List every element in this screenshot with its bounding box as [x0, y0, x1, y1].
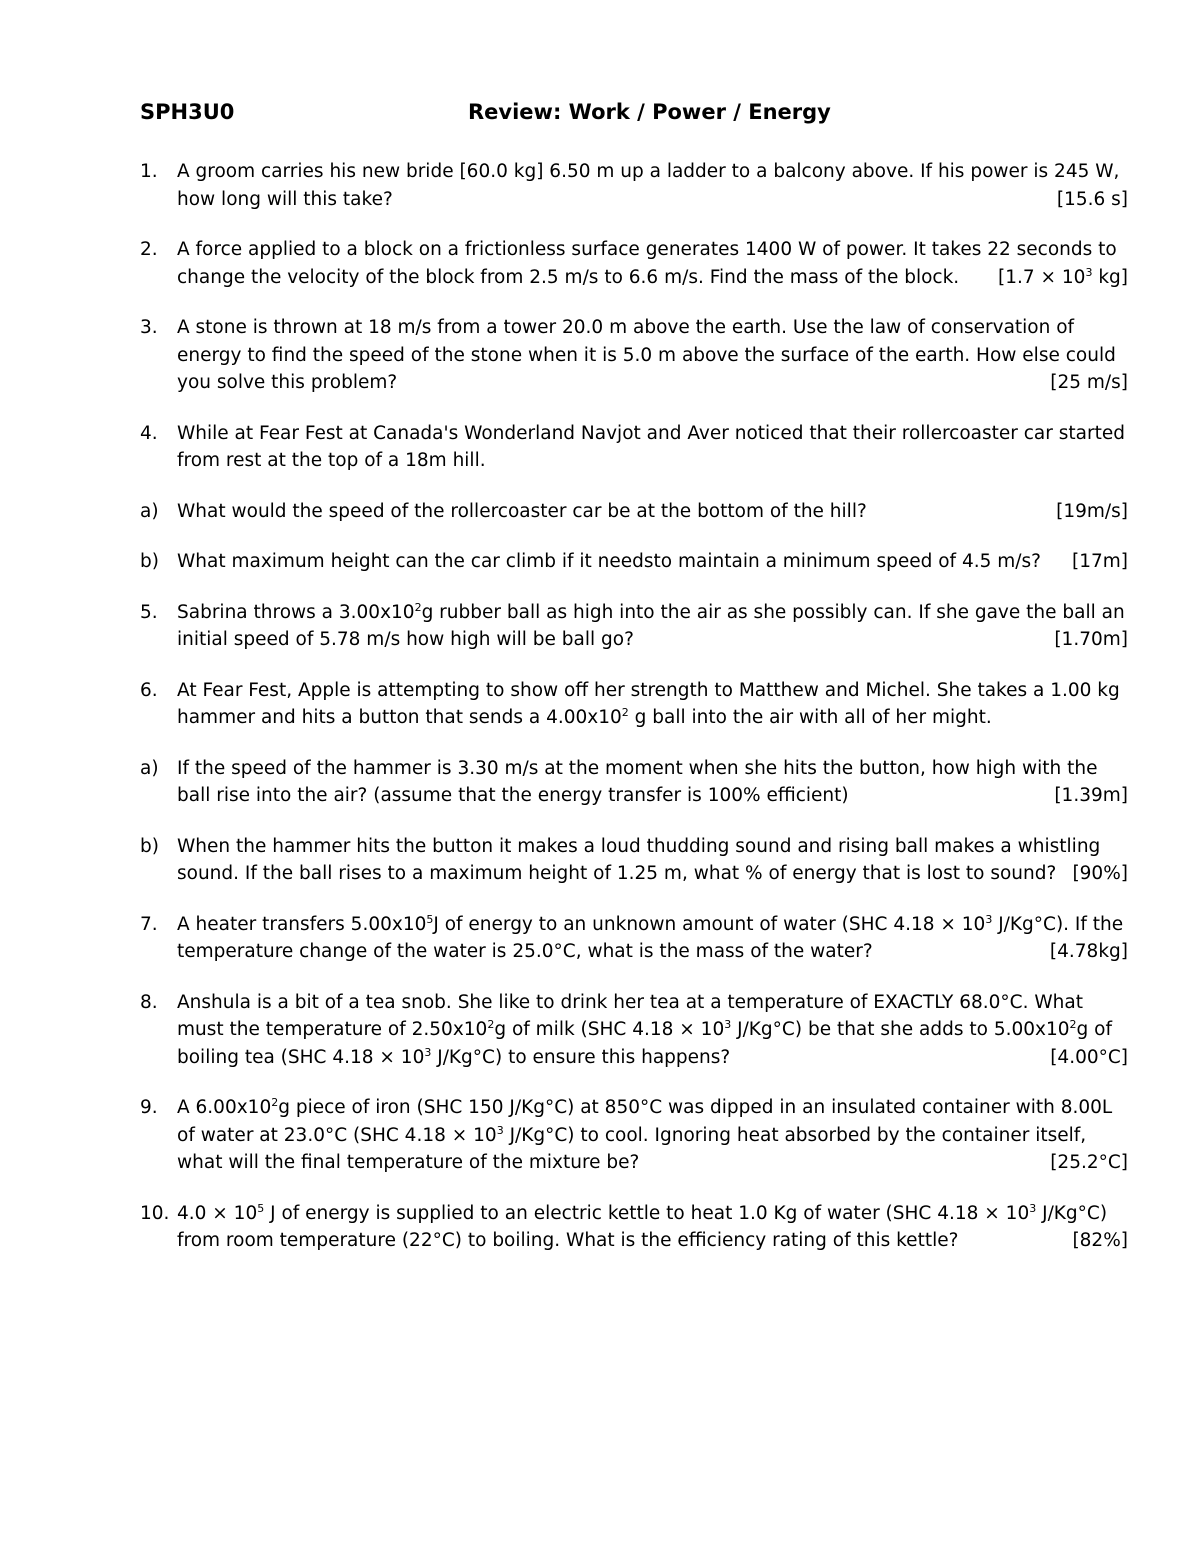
question-7 — [140, 911, 1128, 966]
question-answer: [19m/s] — [1056, 500, 1128, 522]
question-number: 4. — [140, 422, 158, 444]
question-answer: [25 m/s] — [1050, 372, 1128, 393]
question-text: If the speed of the hammer is 3.30 m/s at the moment when she hits the button, how high with the ball rise into the air? (assume that the energy transfer is 100% efficient) — [177, 757, 1098, 806]
question-number: 7. — [140, 913, 158, 935]
question-answer: [4.78kg] — [1049, 941, 1128, 962]
question-10 — [140, 1200, 1128, 1255]
question-8 — [140, 989, 1128, 1072]
question-number: b) — [140, 551, 159, 572]
question-answer: [4.00°C] — [1050, 1046, 1128, 1068]
question-number: 6. — [140, 679, 158, 701]
question-text: What maximum height can the car climb if it needsto maintain a minimum speed of 4.5 m/s? — [177, 551, 1041, 572]
question-number: 1. — [140, 161, 158, 182]
question-4b — [140, 548, 1128, 576]
question-answer: [82%] — [1072, 1230, 1128, 1251]
question-answer: [1.70m] — [1054, 629, 1128, 650]
question-text: A $6.00x10^2g$ piece of iron (SHC 150 J/Kg°C) at 850°C was dipped in an insulated container with 8.00L of water at 23.0°C (SHC $4.18 \times 10^3$ J/Kg°C) to cool. Ignoring heat absorbed by the container itself, what will the final temperature of the mixture be? — [177, 1095, 1113, 1173]
question-text: $4.0 \times 10^5$ J of energy is supplied to an electric kettle to heat 1.0 Kg of water (SHC $4.18 \times 10^3$ J/Kg°C) from room temperature (22°C) to boiling. What is the efficiency rating of this kettle? — [177, 1201, 1108, 1251]
question-5 — [140, 599, 1128, 654]
question-text: Anshula is a bit of a tea snob. She like to drink her tea at a temperature of EXACTLY 68.0°C. What must the temperature of $2.50x10^2g$ of milk (SHC $4.18 \times 10^3$ J/Kg°C) be that she adds to $5.00x10^2g$ of boiling tea (SHC $4.18 \times 10^3$ J/Kg°C) to ensure this happens? — [177, 991, 1112, 1068]
question-number: 5. — [140, 601, 158, 623]
question-6 — [140, 677, 1128, 732]
question-answer: [25.2°C] — [1050, 1152, 1128, 1173]
question-4a — [140, 498, 1128, 526]
question-text: Sabrina throws a $3.00x10^2g$ rubber ball as high into the air as she possibly can. If she gave the ball an initial speed of 5.78 m/s how high will be ball go? — [177, 600, 1125, 650]
question-text: When the hammer hits the button it makes a loud thudding sound and rising ball makes a whistling sound. If the ball rises to a maximum height of 1.25 m, what % of energy that is lost to sound? — [177, 835, 1101, 884]
question-text: What would the speed of the rollercoaster car be at the bottom of the hill? — [177, 500, 867, 522]
question-text: While at Fear Fest at Canada's Wonderland Navjot and Aver noticed that their rollercoaster car started from rest at the top of a 18m hill. — [177, 422, 1125, 471]
question-3 — [140, 314, 1128, 397]
question-answer: [$1.7 \times 10^3$ kg] — [997, 265, 1128, 288]
question-answer: [1.39m] — [1054, 785, 1128, 806]
question-answer: [90%] — [1072, 863, 1128, 884]
question-number: b) — [140, 835, 159, 857]
course-code: SPH3U0 — [140, 100, 235, 124]
question-6b — [140, 833, 1128, 888]
question-text: A groom carries his new bride [60.0 kg] 6.50 m up a ladder to a balcony above. If his power is 245 W, how long will this take? — [177, 161, 1120, 210]
worksheet-header — [140, 100, 1128, 136]
question-text: A force applied to a block on a frictionless surface generates 1400 W of power. It takes 22 seconds to change the velocity of the block from 2.5 m/s to 6.6 m/s. Find the mass of the block. — [177, 239, 1117, 288]
question-number: 3. — [140, 317, 158, 338]
question-number: 9. — [140, 1097, 158, 1118]
question-number: a) — [140, 757, 159, 779]
question-2 — [140, 236, 1128, 291]
question-number: 2. — [140, 239, 158, 260]
question-1 — [140, 158, 1128, 213]
question-4 — [140, 420, 1128, 475]
question-text: At Fear Fest, Apple is attempting to show off her strength to Matthew and Michel. She takes a 1.00 kg hammer and hits a button that sends a $4.00x10^2$ g ball into the air with all of her might. — [177, 679, 1120, 728]
question-answer: [15.6 s] — [1056, 188, 1128, 210]
question-9 — [140, 1094, 1128, 1177]
question-number: a) — [140, 500, 159, 522]
question-answer: [17m] — [1072, 551, 1128, 572]
question-text: A heater transfers $5.00x10^5J$ of energy to an unknown amount of water (SHC $4.18 \times 10^3$ J/Kg°C). If the temperature change of the water is 25.0°C, what is the mass of the water? — [177, 912, 1124, 962]
worksheet-title: Review: Work / Power / Energy — [468, 100, 831, 124]
question-number: 8. — [140, 991, 158, 1013]
question-6a — [140, 755, 1128, 810]
question-number: 10. — [140, 1202, 170, 1224]
question-text: A stone is thrown at 18 m/s from a tower 20.0 m above the earth. Use the law of conservation of energy to find the speed of the stone when it is 5.0 m above the surface of the earth. How else could you solve this problem? — [177, 317, 1116, 393]
